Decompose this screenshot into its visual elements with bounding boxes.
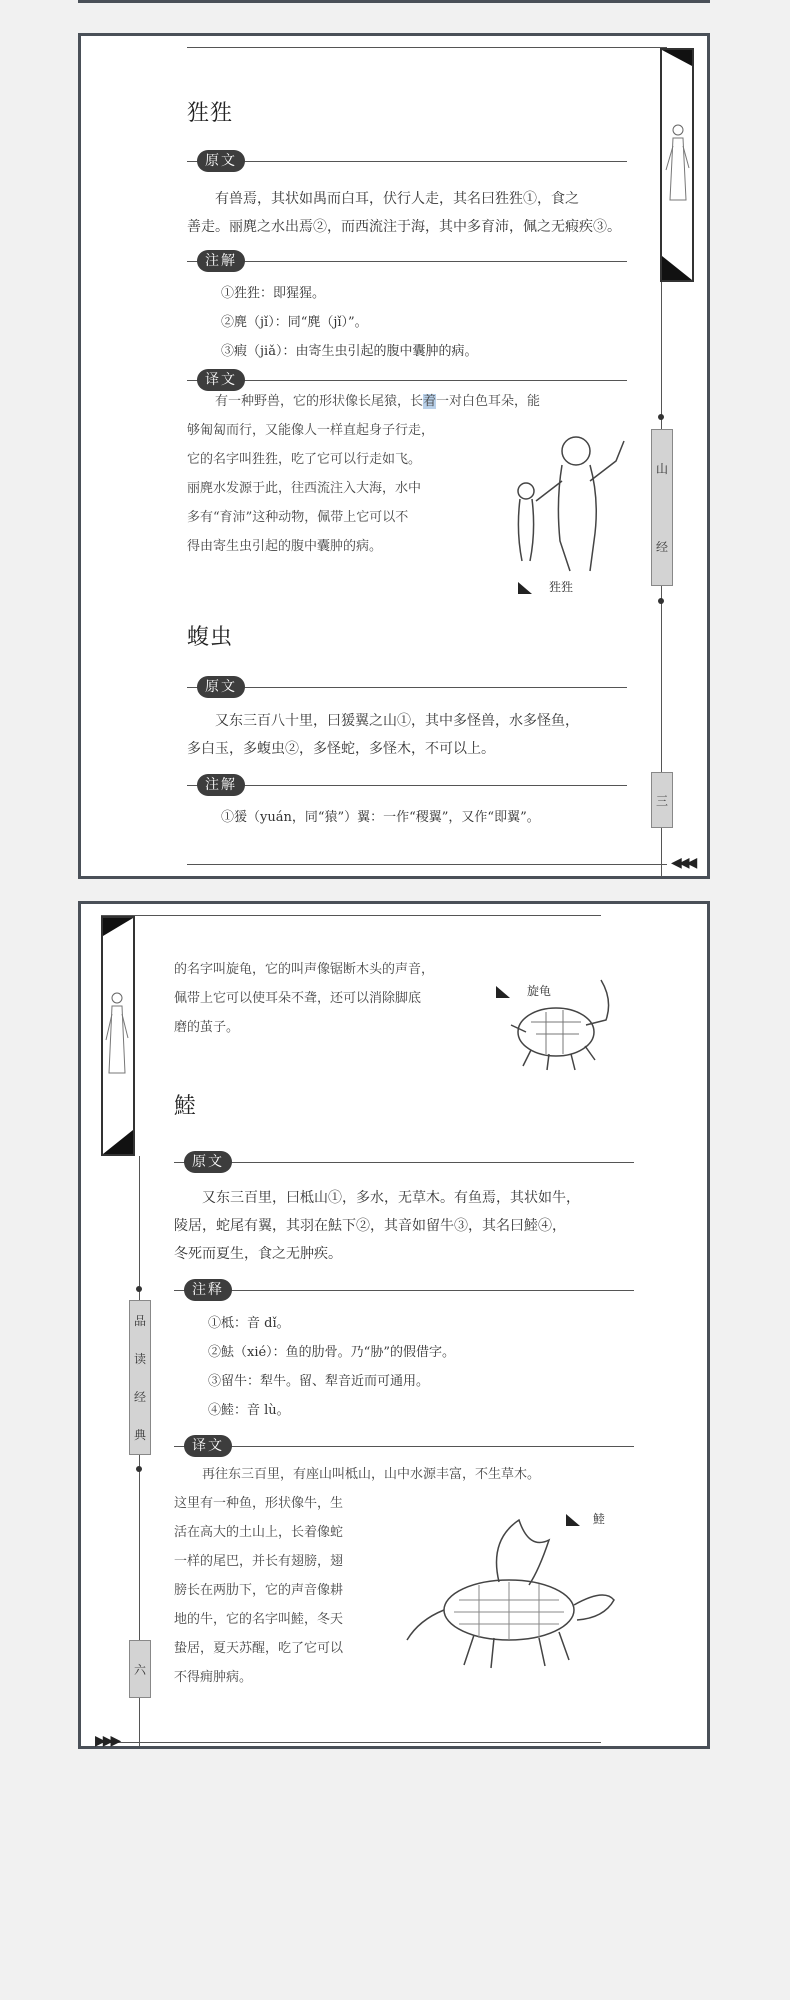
carryover-translation: 的名字叫旋龟，它的叫声像锯断木头的声音， 佩带上它可以使耳朵不聋，还可以消除脚底 磨的茧子。 <box>174 962 435 1035</box>
section-header-original <box>187 676 627 698</box>
bottom-rule <box>187 864 667 865</box>
rule-dot <box>136 1466 142 1472</box>
image-caption: 狌狌 <box>549 580 574 594</box>
translation-first-line: 有一种野兽，它的形状像长尾猿，长着一对白色耳朵，能 <box>215 394 541 409</box>
page-number-tab <box>651 772 673 828</box>
section-header-original <box>187 150 627 172</box>
lu-fish-illustration <box>399 1510 639 1680</box>
book-page-1 <box>78 33 710 879</box>
original-text: 又东三百八十里，曰猨翼之山①，其中多怪兽，水多怪鱼， 多白玉，多蝮虫②，多怪蛇，多怪木，不可以上。 <box>187 713 579 757</box>
section-tag: 原文 <box>197 676 245 698</box>
side-tab-char: 典 <box>133 1428 146 1443</box>
sage-figure-icon <box>662 50 692 280</box>
caption-marker-icon <box>518 582 532 594</box>
page-number: 六 <box>133 1662 146 1677</box>
note-item: ①柢：音 dǐ。 <box>208 1316 290 1331</box>
side-tab-char: 经 <box>133 1390 146 1405</box>
sage-figure-icon <box>103 918 133 1154</box>
translation-text: 这里有一种鱼，形状像牛，生 活在高大的土山上，长着像蛇 一样的尾巴，并长有翅膀，翅 膀长在两肋下，它的声音像耕 地的牛，它的名字叫鯥，冬天 蛰居，夏天苏醒，吃了它可以 不得痈肿病。 <box>174 1496 344 1685</box>
side-tab-section[interactable] <box>651 429 673 586</box>
book-page-2 <box>78 901 710 1749</box>
note-item: ③瘕（jiǎ）：由寄生虫引起的腹中囊肿的病。 <box>221 344 478 359</box>
scroll-ornament <box>101 916 135 1156</box>
xuangui-illustration <box>501 970 621 1080</box>
entry-title: 鯥 <box>174 1094 198 1119</box>
original-text: 有兽焉，其状如禺而白耳，伏行人走，其名曰狌狌①，食之 善走。丽麂之水出焉②，而西流注于海，其中多育沛，佩之无瘕疾③。 <box>187 191 621 235</box>
top-rule <box>101 915 601 916</box>
translation-first-line: 再往东三百里，有座山叫柢山，山中水源丰富，不生草木。 <box>202 1467 541 1482</box>
next-page-arrows[interactable]: ▶▶▶ <box>95 1733 119 1749</box>
note-item: ②麂（jǐ）：同“麂（jǐ）”。 <box>221 315 368 330</box>
note-item: ②魼（xié）：鱼的肋骨。乃“胁”的假借字。 <box>208 1345 455 1360</box>
top-rule <box>187 47 667 48</box>
page-number-tab <box>129 1640 151 1698</box>
side-tab-char: 读 <box>133 1351 146 1366</box>
rule-dot <box>136 1286 142 1292</box>
section-tag: 注解 <box>197 250 245 272</box>
note-item: ①狌狌：即猩猩。 <box>221 286 326 301</box>
section-header-translation <box>174 1435 634 1457</box>
bottom-rule <box>101 1742 601 1743</box>
section-header-notes <box>187 250 627 272</box>
image-caption: 鯥 <box>593 1512 606 1526</box>
image-caption: 旋龟 <box>527 984 552 998</box>
note-item: ④鯥：音 lù。 <box>208 1403 290 1418</box>
page-number: 三 <box>655 793 668 808</box>
side-tab-char: 品 <box>133 1313 146 1328</box>
section-tag: 注释 <box>184 1279 232 1301</box>
scroll-ornament <box>660 48 694 282</box>
xingxing-illustration <box>496 421 646 581</box>
entry-title: 蝮虫 <box>187 625 234 650</box>
section-header-notes <box>174 1279 634 1301</box>
section-tag: 译文 <box>197 369 245 391</box>
text-selection-highlight[interactable]: 着 <box>423 394 437 409</box>
original-text: 又东三百里，曰柢山①，多水，无草木。有鱼焉，其状如牛， 陵居，蛇尾有翼，其羽在魼下②，其音如留牛③，其名曰鯥④， 冬死而夏生，食之无肿疾。 <box>174 1190 580 1262</box>
note-item: ①猨（yuán，同“猿”）翼：一作“稷翼”，又作“即翼”。 <box>221 810 540 825</box>
entry-title: 狌狌 <box>187 101 234 126</box>
previous-page-bottom <box>78 0 710 3</box>
section-tag: 原文 <box>184 1151 232 1173</box>
side-tab-char: 山 <box>655 462 668 477</box>
translation-text: 够匍匐而行，又能像人一样直起身子行走， 它的名字叫狌狌，吃了它可以行走如飞。 丽麂水发源于此，往西流注入大海，水中 多有“育沛”这种动物，佩带上它可以不 得由寄生虫引起的腹中囊肿的病。 <box>187 423 435 554</box>
rule-dot <box>658 598 664 604</box>
section-header-original <box>174 1151 634 1173</box>
section-tag: 注解 <box>197 774 245 796</box>
section-tag: 译文 <box>184 1435 232 1457</box>
section-tag: 原文 <box>197 150 245 172</box>
side-tab-section[interactable] <box>129 1300 151 1455</box>
rule-dot <box>658 414 664 420</box>
section-header-notes <box>187 774 627 796</box>
note-item: ③留牛：犁牛。留、犁音近而可通用。 <box>208 1374 430 1389</box>
side-tab-char: 经 <box>655 539 668 554</box>
prev-page-arrows[interactable]: ◀◀◀ <box>671 855 695 871</box>
